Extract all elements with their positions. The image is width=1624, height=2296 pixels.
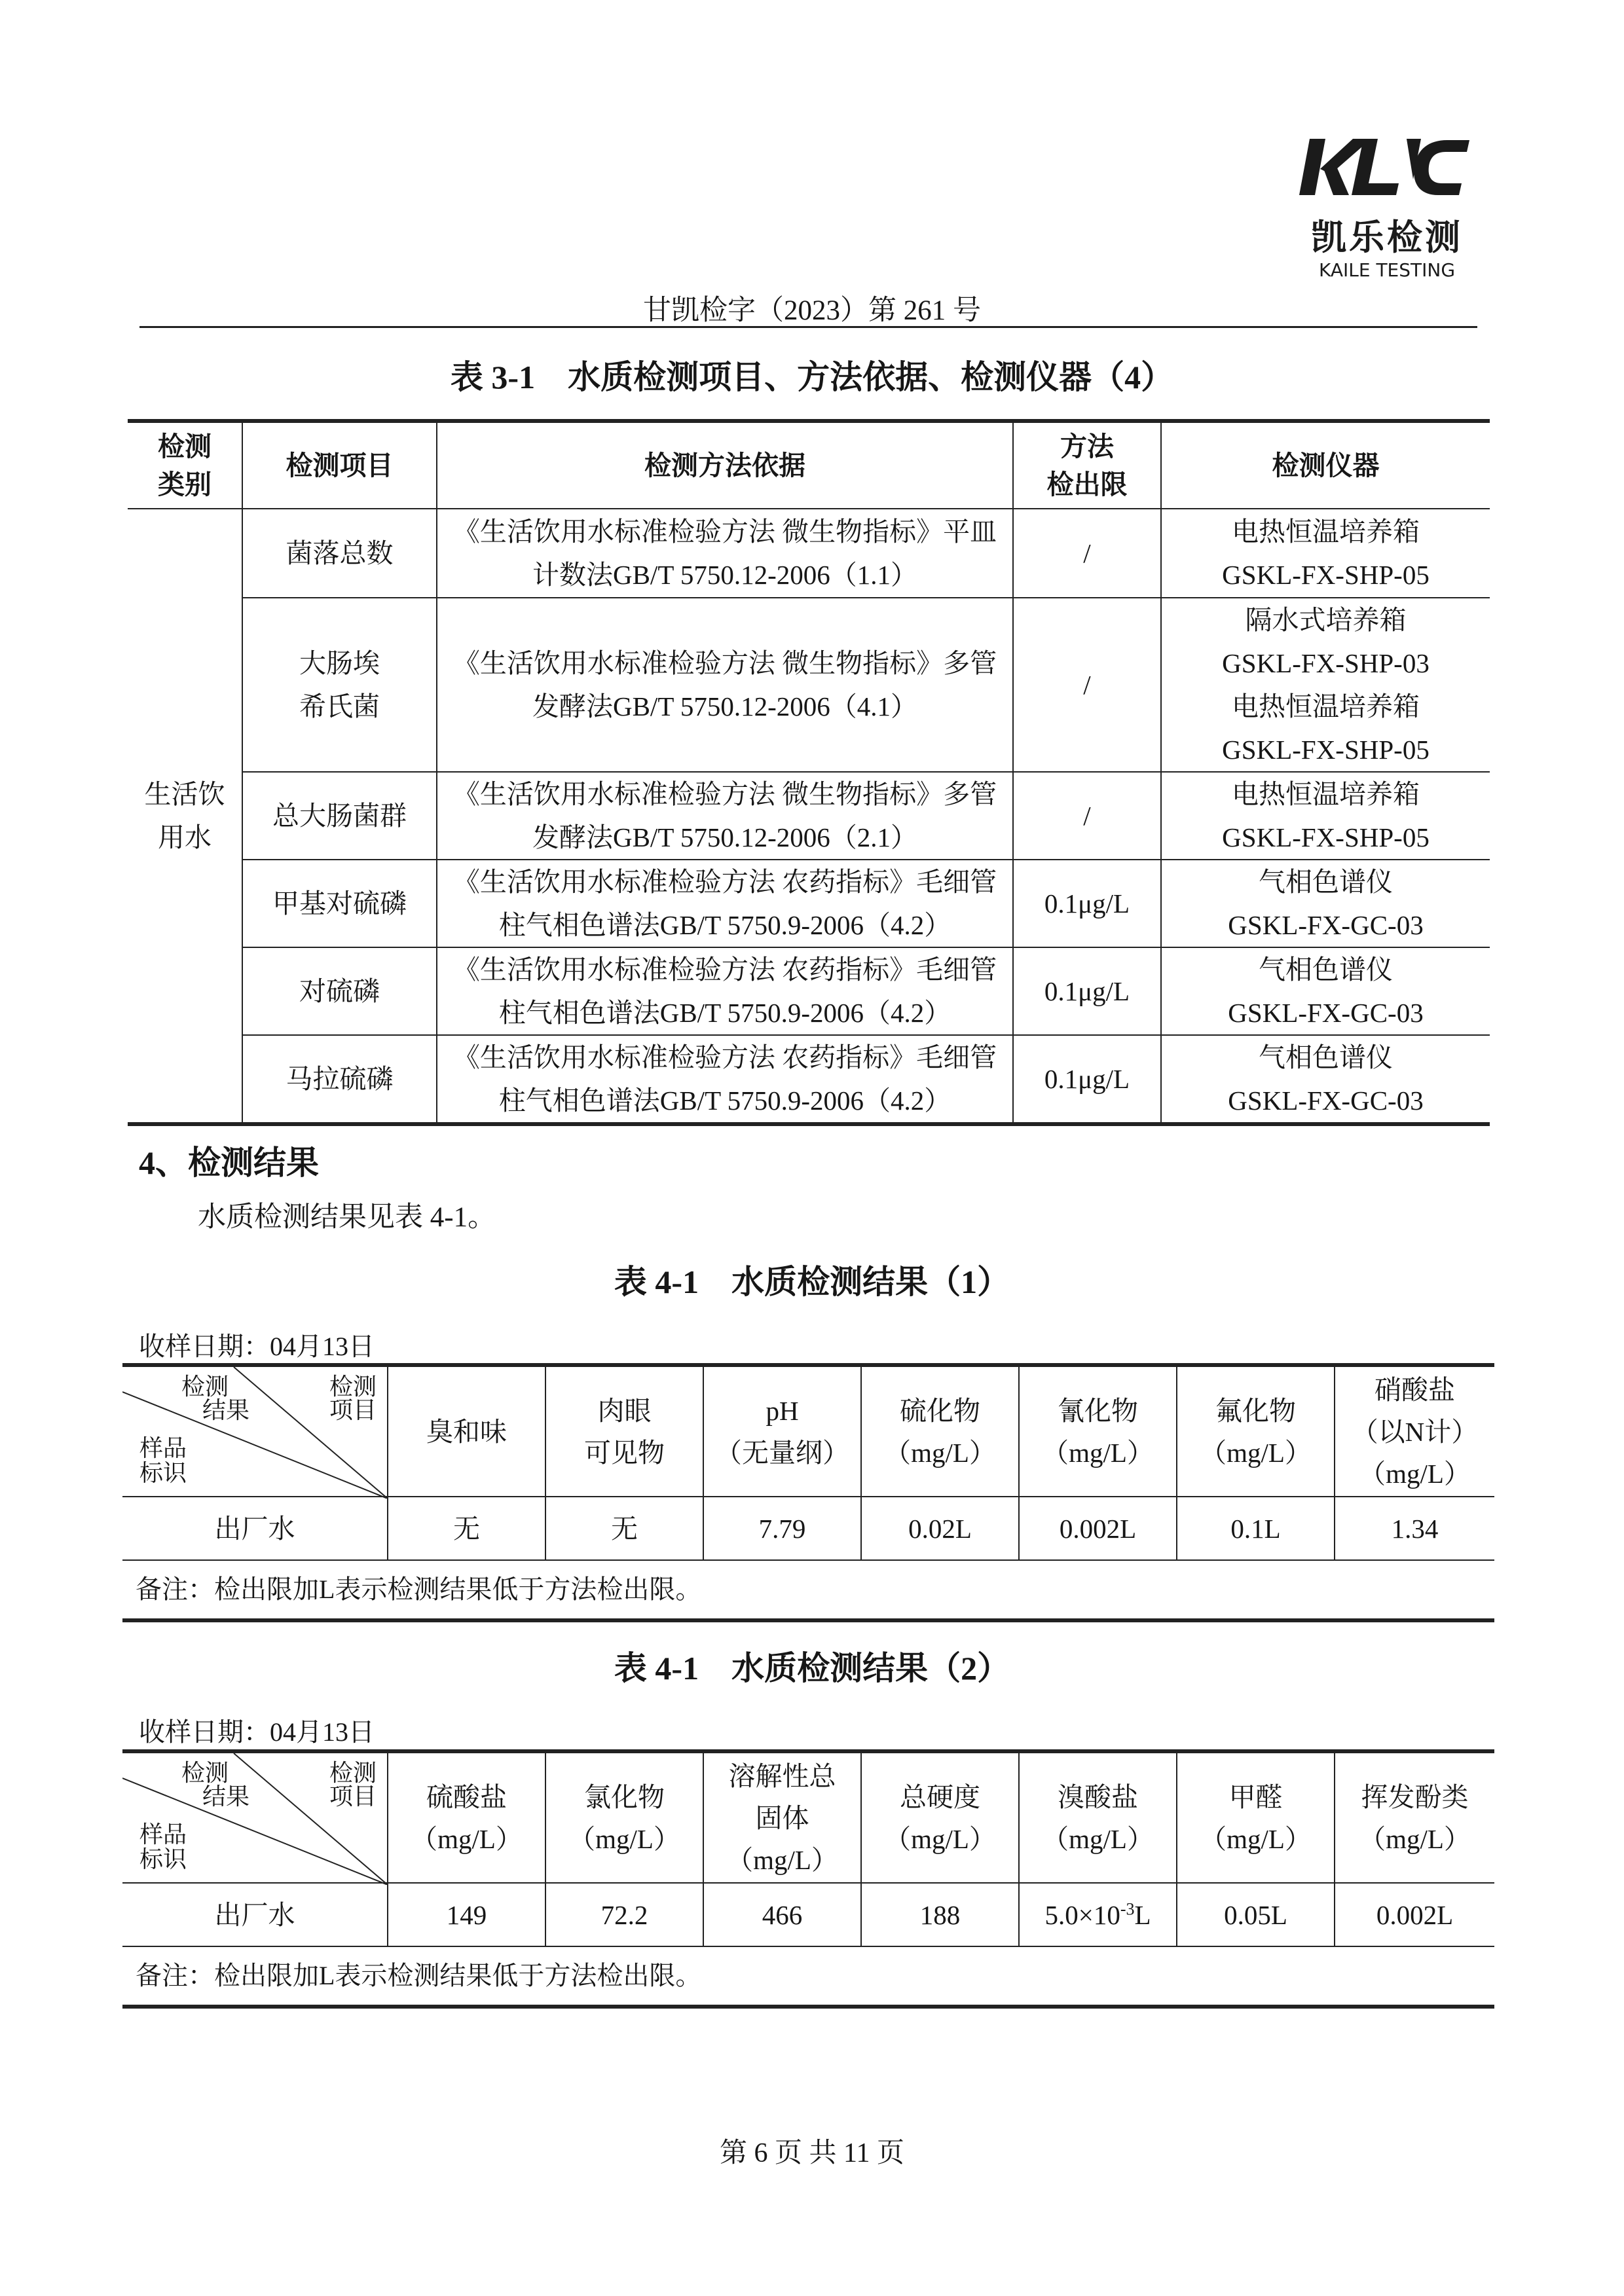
value-cell: 无 — [545, 1497, 703, 1560]
cell-line: GSKL-FX-SHP-03 — [1222, 648, 1430, 678]
logo-english-name: KAILE TESTING — [1318, 259, 1456, 281]
cell-line: 电热恒温培养箱 — [1232, 691, 1420, 721]
category-cell — [128, 509, 242, 1124]
value-cell — [1019, 1883, 1177, 1946]
value-cell: 466 — [703, 1883, 861, 1946]
column-header — [703, 1365, 861, 1497]
instrument-cell — [1161, 1035, 1490, 1124]
cell-line: GSKL-FX-SHP-05 — [1222, 560, 1430, 590]
column-header — [861, 1751, 1019, 1883]
column-header — [545, 1365, 703, 1497]
table41a-data-row — [122, 1497, 1494, 1560]
cell-line: 《生活饮用水标准检验方法 农药指标》毛细管 — [452, 1042, 997, 1072]
cell-line: （mg/L） — [884, 1437, 996, 1468]
cell-line: GSKL-FX-GC-03 — [1228, 1085, 1424, 1116]
cell-line: 硝酸盐 — [1375, 1374, 1455, 1405]
cell-line: GSKL-FX-GC-03 — [1228, 910, 1424, 940]
cell-line: 用水 — [158, 822, 212, 852]
instrument-cell — [1161, 772, 1490, 860]
section4-intro: 水质检测结果见表 4-1。 — [198, 1202, 496, 1233]
cell-line: 《生活饮用水标准检验方法 农药指标》毛细管 — [452, 867, 997, 897]
cell-line: 电热恒温培养箱 — [1232, 779, 1420, 809]
column-header — [545, 1751, 703, 1883]
column-header — [1019, 1751, 1177, 1883]
cell-line: （mg/L） — [726, 1844, 838, 1875]
diag-label-top-right: 项目 — [329, 1397, 377, 1423]
value-cell: 0.05L — [1177, 1883, 1335, 1946]
cell-line: 《生活饮用水标准检验方法 微生物指标》多管 — [452, 648, 997, 678]
cell-line: 检测 — [158, 431, 212, 462]
cell-line: 氯化物 — [584, 1781, 665, 1812]
table31-row — [128, 1035, 1490, 1124]
limit-cell: / — [1013, 772, 1161, 860]
diag-label-top-left: 结果 — [202, 1397, 250, 1423]
table41b-data-row — [122, 1883, 1494, 1946]
cell-line: 柱气相色谱法GB/T 5750.9-2006（4.2） — [498, 998, 951, 1028]
cell-line: 发酵法GB/T 5750.12-2006（2.1） — [532, 822, 918, 852]
cell-line: （mg/L） — [1359, 1458, 1471, 1489]
cell-line: 硫酸盐 — [426, 1781, 507, 1812]
diag-label-top-right: 项目 — [329, 1783, 377, 1810]
instrument-cell — [1161, 947, 1490, 1035]
sample-cell: 出厂水 — [122, 1497, 388, 1560]
cell-line: 发酵法GB/T 5750.12-2006（4.1） — [532, 691, 918, 721]
cell-line: （mg/L） — [1042, 1437, 1154, 1468]
item-cell — [242, 947, 437, 1035]
sample-cell: 出厂水 — [122, 1883, 388, 1946]
cell-line: （无量纲） — [715, 1437, 849, 1468]
value-cell: 0.1L — [1177, 1497, 1335, 1560]
value-cell: 1.34 — [1335, 1497, 1494, 1560]
cell-line: 甲基对硫磷 — [272, 888, 407, 919]
table41a-header-row — [122, 1365, 1494, 1497]
klj-logo-mark — [1295, 131, 1472, 203]
cell-line: 大肠埃 — [299, 648, 380, 678]
cell-line: 《生活饮用水标准检验方法 微生物指标》多管 — [452, 779, 997, 809]
table31-row — [128, 947, 1490, 1035]
item-cell — [242, 772, 437, 860]
item-cell — [242, 509, 437, 598]
cell-line: 溶解性总 — [728, 1760, 836, 1791]
logo-chinese-name: 凯乐检测 — [1311, 217, 1463, 258]
value-cell: 149 — [388, 1883, 545, 1946]
value-cell: 72.2 — [545, 1883, 703, 1946]
value-cell: 188 — [861, 1883, 1019, 1946]
diag-label-bottom-left: 标识 — [139, 1846, 187, 1872]
instrument-cell — [1161, 509, 1490, 598]
value-cell: 无 — [388, 1497, 545, 1560]
header-category — [128, 421, 242, 509]
diagonal-header-cell — [122, 1751, 388, 1883]
note-cell: 备注：检出限加L表示检测结果低于方法检出限。 — [122, 1946, 1494, 2007]
table41b-header-row — [122, 1751, 1494, 1883]
cell-line: 类别 — [158, 469, 212, 500]
cell-line: 氰化物 — [1058, 1395, 1138, 1426]
cell-line: 甲醛 — [1228, 1781, 1283, 1812]
note-cell: 备注：检出限加L表示检测结果低于方法检出限。 — [122, 1560, 1494, 1620]
cell-line: 挥发酚类 — [1361, 1781, 1469, 1812]
table41b — [122, 1749, 1494, 2009]
item-cell — [242, 860, 437, 947]
table31-title: 表 3-1 水质检测项目、方法依据、检测仪器（4） — [450, 359, 1174, 395]
cell-line: （mg/L） — [568, 1823, 680, 1854]
limit-cell: 0.1μg/L — [1013, 860, 1161, 947]
page-footer: 第 6 页 共 11 页 — [720, 2138, 904, 2168]
diag-label-bottom-left: 样品 — [139, 1435, 187, 1461]
value-cell: 0.002L — [1019, 1497, 1177, 1560]
cell-line: 电热恒温培养箱 — [1232, 517, 1420, 547]
cell-line: 固体 — [755, 1802, 809, 1833]
cell-line: 臭和味 — [426, 1416, 507, 1447]
limit-cell: / — [1013, 598, 1161, 772]
cell-line: （mg/L） — [1200, 1823, 1312, 1854]
header-rule — [139, 326, 1477, 328]
cell-line: 对硫磷 — [299, 976, 380, 1006]
cell-line: 柱气相色谱法GB/T 5750.9-2006（4.2） — [498, 910, 951, 940]
limit-cell: / — [1013, 509, 1161, 598]
table41a — [122, 1363, 1494, 1622]
table41b-date: 收样日期：04月13日 — [139, 1717, 375, 1747]
item-cell — [242, 598, 437, 772]
header-item: 检测项目 — [242, 421, 437, 509]
cell-line: （mg/L） — [411, 1823, 523, 1854]
cell-line: GSKL-FX-SHP-05 — [1222, 735, 1430, 765]
cell-line: 柱气相色谱法GB/T 5750.9-2006（4.2） — [498, 1085, 951, 1116]
cell-line: 气相色谱仪 — [1259, 867, 1393, 897]
bromate-suffix: L — [1134, 1899, 1151, 1930]
cell-line: 《生活饮用水标准检验方法 农药指标》毛细管 — [452, 955, 997, 985]
method-cell — [437, 1035, 1013, 1124]
cell-line: 可见物 — [584, 1437, 665, 1468]
cell-line: 氟化物 — [1215, 1395, 1296, 1426]
column-header — [1177, 1751, 1335, 1883]
table41b-title: 表 4-1 水质检测结果（2） — [614, 1650, 1010, 1686]
column-header — [388, 1365, 545, 1497]
method-cell — [437, 860, 1013, 947]
cell-line: 肉眼 — [597, 1395, 652, 1426]
table41a-date: 收样日期：04月13日 — [139, 1332, 375, 1361]
diag-label-bottom-left: 标识 — [139, 1460, 187, 1486]
table31-header-row — [128, 421, 1490, 509]
cell-line: 方法 — [1060, 431, 1114, 462]
cell-line: 希氏菌 — [299, 691, 380, 721]
cell-line: 隔水式培养箱 — [1245, 605, 1407, 635]
cell-line: 马拉硫磷 — [286, 1064, 394, 1094]
cell-line: 生活饮 — [144, 779, 225, 809]
cell-line: 菌落总数 — [286, 538, 394, 568]
cell-line: 检出限 — [1046, 469, 1128, 500]
diag-label-top-left: 检测 — [181, 1760, 229, 1786]
cell-line: （以N计） — [1351, 1416, 1479, 1447]
column-header — [861, 1365, 1019, 1497]
header-limit — [1013, 421, 1161, 509]
cell-line: 总硬度 — [900, 1781, 980, 1812]
cell-line: 计数法GB/T 5750.12-2006（1.1） — [532, 560, 918, 590]
value-cell: 0.002L — [1335, 1883, 1494, 1946]
cell-line: （mg/L） — [884, 1823, 996, 1854]
column-header — [388, 1751, 545, 1883]
column-header — [703, 1751, 861, 1883]
diag-label-top-right: 检测 — [329, 1374, 377, 1400]
column-header — [1335, 1365, 1494, 1497]
method-cell — [437, 772, 1013, 860]
bromate-exponent: -3 — [1120, 1899, 1135, 1918]
cell-line: 气相色谱仪 — [1259, 955, 1393, 985]
cell-line: （mg/L） — [1359, 1823, 1471, 1854]
section4-heading: 4、检测结果 — [139, 1144, 319, 1181]
instrument-cell — [1161, 598, 1490, 772]
cell-line: 溴酸盐 — [1058, 1781, 1138, 1812]
method-cell — [437, 947, 1013, 1035]
method-cell — [437, 598, 1013, 772]
table31-row — [128, 598, 1490, 772]
value-cell: 7.79 — [703, 1497, 861, 1560]
column-header — [1019, 1365, 1177, 1497]
cell-line: 气相色谱仪 — [1259, 1042, 1393, 1072]
cell-line: 硫化物 — [900, 1395, 980, 1426]
diagonal-header-cell — [122, 1365, 388, 1497]
bromate-base: 5.0×10 — [1044, 1899, 1120, 1930]
method-cell — [437, 509, 1013, 598]
company-logo — [1277, 131, 1493, 288]
table41b-note-row — [122, 1946, 1494, 2007]
table41a-note-row — [122, 1560, 1494, 1620]
instrument-cell — [1161, 860, 1490, 947]
value-cell: 0.02L — [861, 1497, 1019, 1560]
table31 — [128, 419, 1490, 1126]
table31-row — [128, 860, 1490, 947]
cell-line: （mg/L） — [1042, 1823, 1154, 1854]
header-instrument: 检测仪器 — [1161, 421, 1490, 509]
document-number: 甘凯检字（2023）第 261 号 — [643, 295, 981, 326]
table31-row — [128, 772, 1490, 860]
cell-line: GSKL-FX-GC-03 — [1228, 998, 1424, 1028]
diag-label-top-left: 检测 — [181, 1374, 229, 1400]
cell-line: GSKL-FX-SHP-05 — [1222, 822, 1430, 852]
cell-line: 《生活饮用水标准检验方法 微生物指标》平皿 — [452, 517, 997, 547]
column-header — [1335, 1751, 1494, 1883]
column-header — [1177, 1365, 1335, 1497]
limit-cell: 0.1μg/L — [1013, 947, 1161, 1035]
cell-line: pH — [766, 1395, 799, 1426]
diag-label-top-left: 结果 — [202, 1783, 250, 1810]
item-cell — [242, 1035, 437, 1124]
diag-label-bottom-left: 样品 — [139, 1821, 187, 1848]
cell-line: （mg/L） — [1200, 1437, 1312, 1468]
table41a-title: 表 4-1 水质检测结果（1） — [614, 1264, 1010, 1300]
diag-label-top-right: 检测 — [329, 1760, 377, 1786]
header-method: 检测方法依据 — [437, 421, 1013, 509]
limit-cell: 0.1μg/L — [1013, 1035, 1161, 1124]
table31-row — [128, 509, 1490, 598]
cell-line: 总大肠菌群 — [272, 801, 407, 831]
